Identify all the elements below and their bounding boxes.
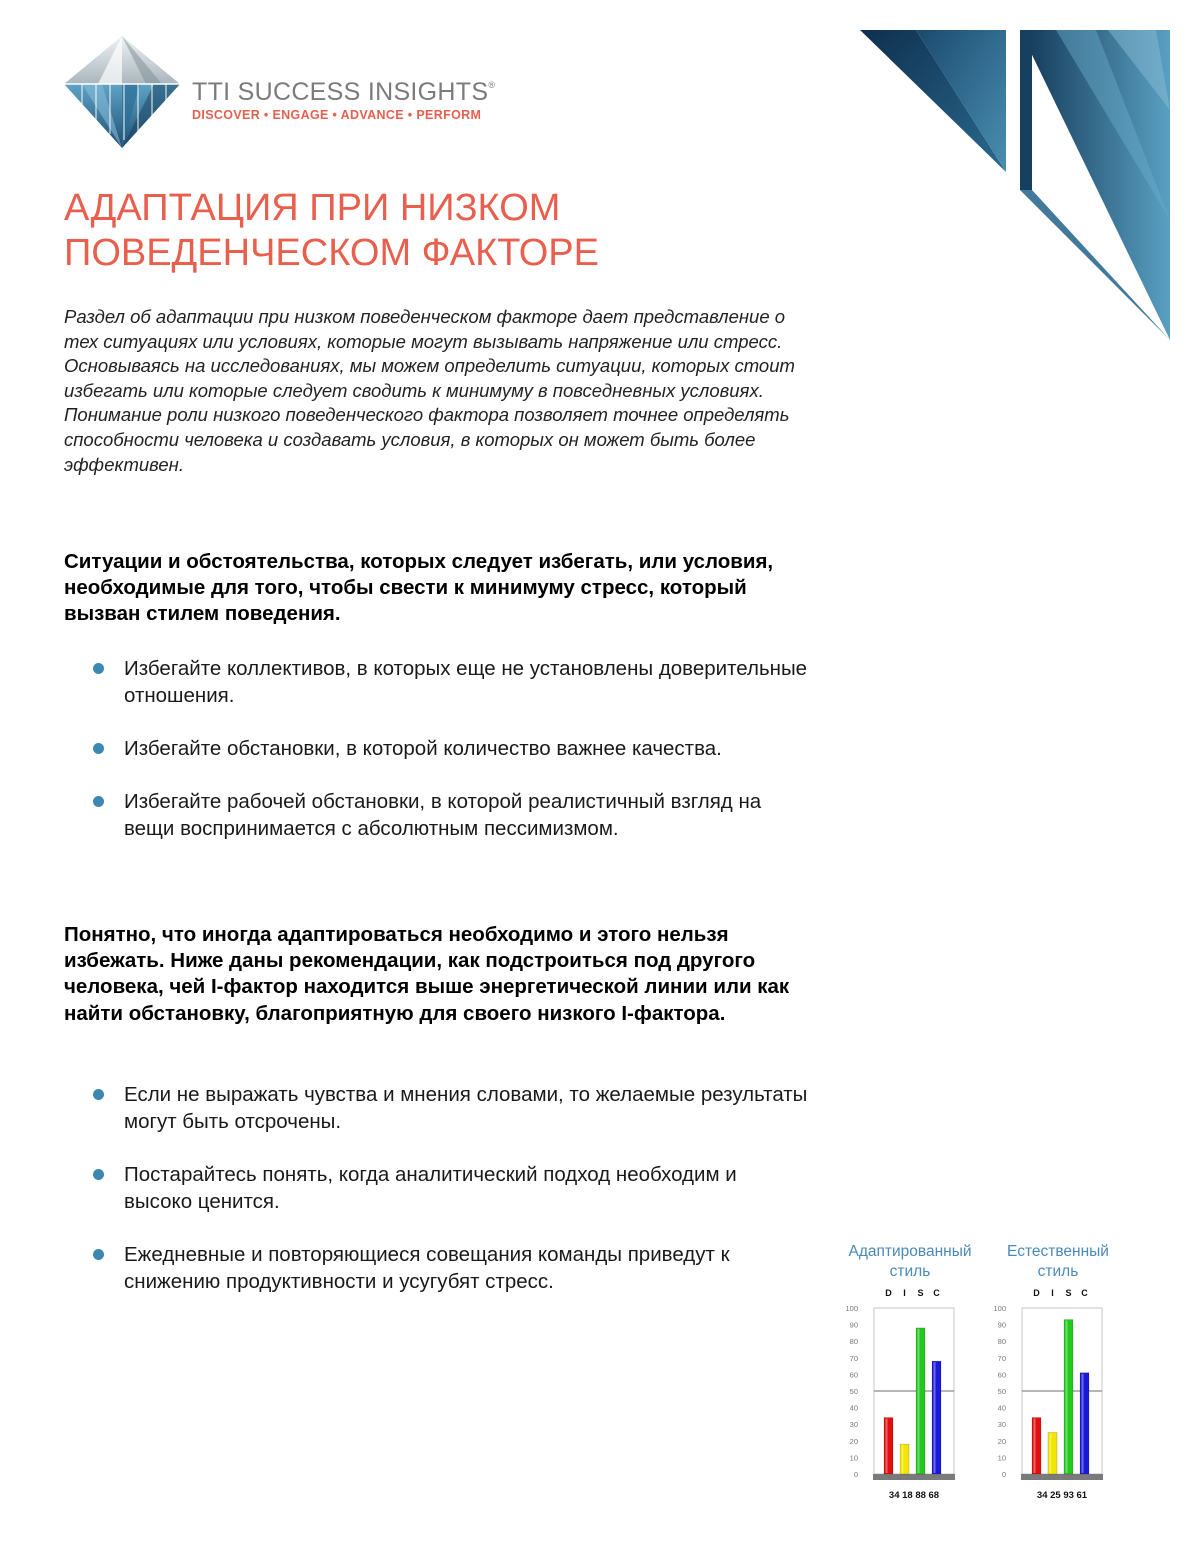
bar-highlight: [1082, 1374, 1084, 1473]
bar-highlight: [1050, 1434, 1052, 1474]
chart-base: [1021, 1474, 1103, 1480]
y-tick-label: 40: [997, 1403, 1006, 1413]
bullet-dot-icon: [93, 1249, 104, 1260]
page-title: АДАПТАЦИЯ ПРИ НИЗКОМ ПОВЕДЕНЧЕСКОМ ФАКТОРЕ: [64, 187, 599, 274]
bar-highlight: [1066, 1321, 1068, 1473]
y-tick-label: 80: [997, 1337, 1006, 1347]
y-tick-label: 100: [845, 1304, 858, 1313]
tti-diamond-logo-icon: [62, 36, 182, 148]
y-tick-label: 100: [993, 1304, 1006, 1313]
list-item: Избегайте рабочей обстановки, в которой реалистичный взгляд на вещи воспринимается с абсолютным пессимизмом.: [90, 788, 810, 842]
bar-c: [932, 1361, 941, 1474]
y-tick-label: 10: [849, 1453, 858, 1463]
bar-highlight: [1034, 1419, 1036, 1473]
list-item: Ежедневные и повторяющиеся совещания команды приведут к снижению продуктивности и усугубят стресс.: [90, 1241, 810, 1295]
list-item: Избегайте обстановки, в которой количество важнее качества.: [90, 735, 810, 762]
y-tick-label: 80: [849, 1337, 858, 1347]
score-text: 34 25 93 61: [1036, 1490, 1088, 1501]
bullet-dot-icon: [93, 743, 104, 754]
y-tick-label: 0: [853, 1470, 858, 1479]
category-label-i: I: [1051, 1288, 1054, 1298]
bar-d: [1032, 1418, 1041, 1474]
adapted-style-disc-chart: [840, 1284, 980, 1514]
category-label-c: C: [1081, 1288, 1088, 1298]
bar-highlight: [934, 1362, 936, 1473]
y-tick-label: 40: [849, 1403, 858, 1413]
list-item: Постарайтесь понять, когда аналитический подход необходим и высоко ценится.: [90, 1161, 810, 1215]
list-item: Если не выражать чувства и мнения словами, то желаемые результаты могут быть отсрочены.: [90, 1081, 810, 1135]
y-tick-label: 70: [997, 1353, 1006, 1363]
decorative-stripes-graphic: [856, 30, 1170, 340]
brand-name: TTI SUCCESS INSIGHTS®: [192, 78, 496, 106]
section1-bullet-list: [90, 655, 810, 868]
y-tick-label: 20: [997, 1436, 1006, 1446]
bullet-dot-icon: [93, 1089, 104, 1100]
bar-s: [916, 1328, 925, 1474]
intro-paragraph: Раздел об адаптации при низком поведенческом факторе дает представление о тех ситуациях или условиях, которые могут вызывать напряжение или стресс. Основываясь на исследованиях, мы можем определить ситуации, которых стоит избегать или которые следует сводить к минимуму в повседневных условиях. Понимание роли низкого поведенческого фактора позволяет точнее определять способности человека и создавать условия, в которых он может быть более эффективен.: [64, 306, 795, 475]
natural-style-chart-title: Естественный стиль: [1007, 1243, 1109, 1280]
list-item: Избегайте коллективов, в которых еще не установлены доверительные отношения.: [90, 655, 810, 709]
bar-highlight: [886, 1419, 888, 1473]
y-tick-label: 70: [849, 1353, 858, 1363]
y-tick-label: 60: [997, 1370, 1006, 1380]
y-tick-label: 50: [997, 1387, 1006, 1396]
bar-c: [1080, 1373, 1089, 1474]
y-tick-label: 50: [849, 1387, 858, 1396]
category-label-s: S: [917, 1288, 924, 1298]
adapted-style-chart-title: Адаптированный стиль: [848, 1243, 972, 1280]
bar-highlight: [902, 1445, 904, 1473]
natural-style-disc-chart: [988, 1284, 1128, 1514]
y-tick-label: 10: [997, 1453, 1006, 1463]
category-label-d: D: [1033, 1288, 1040, 1298]
bar-highlight: [918, 1329, 920, 1473]
y-tick-label: 0: [1001, 1470, 1006, 1479]
bullet-dot-icon: [93, 663, 104, 674]
y-tick-label: 20: [849, 1436, 858, 1446]
category-label-s: S: [1065, 1288, 1072, 1298]
section2-heading: Понятно, что иногда адаптироваться необходимо и этого нельзя избежать. Ниже даны рекомендации, как подстроиться под другого человека, чей I-фактор находится выше энергетической линии или как найти обстановку, благоприятную для своего низкого I-фактора.: [64, 923, 790, 1025]
brand-tagline: DISCOVER • ENGAGE • ADVANCE • PERFORM: [192, 108, 482, 122]
y-tick-label: 30: [849, 1420, 858, 1430]
y-tick-label: 90: [997, 1320, 1006, 1330]
category-label-c: C: [933, 1288, 940, 1298]
chart-base: [873, 1474, 955, 1480]
y-tick-label: 90: [849, 1320, 858, 1330]
bullet-dot-icon: [93, 1169, 104, 1180]
y-tick-label: 30: [997, 1420, 1006, 1430]
bullet-dot-icon: [93, 796, 104, 807]
bar-s: [1064, 1320, 1073, 1474]
bar-i: [1048, 1433, 1057, 1475]
category-label-d: D: [885, 1288, 892, 1298]
y-tick-label: 60: [849, 1370, 858, 1380]
section2-bullet-list: [90, 1081, 810, 1321]
bar-d: [884, 1418, 893, 1474]
score-text: 34 18 88 68: [888, 1490, 940, 1501]
bar-i: [900, 1444, 909, 1474]
category-label-i: I: [903, 1288, 906, 1298]
section1-heading: Ситуации и обстоятельства, которых следует избегать, или условия, необходимые для того, чтобы свести к минимуму стресс, который вызван стилем поведения.: [64, 550, 774, 626]
